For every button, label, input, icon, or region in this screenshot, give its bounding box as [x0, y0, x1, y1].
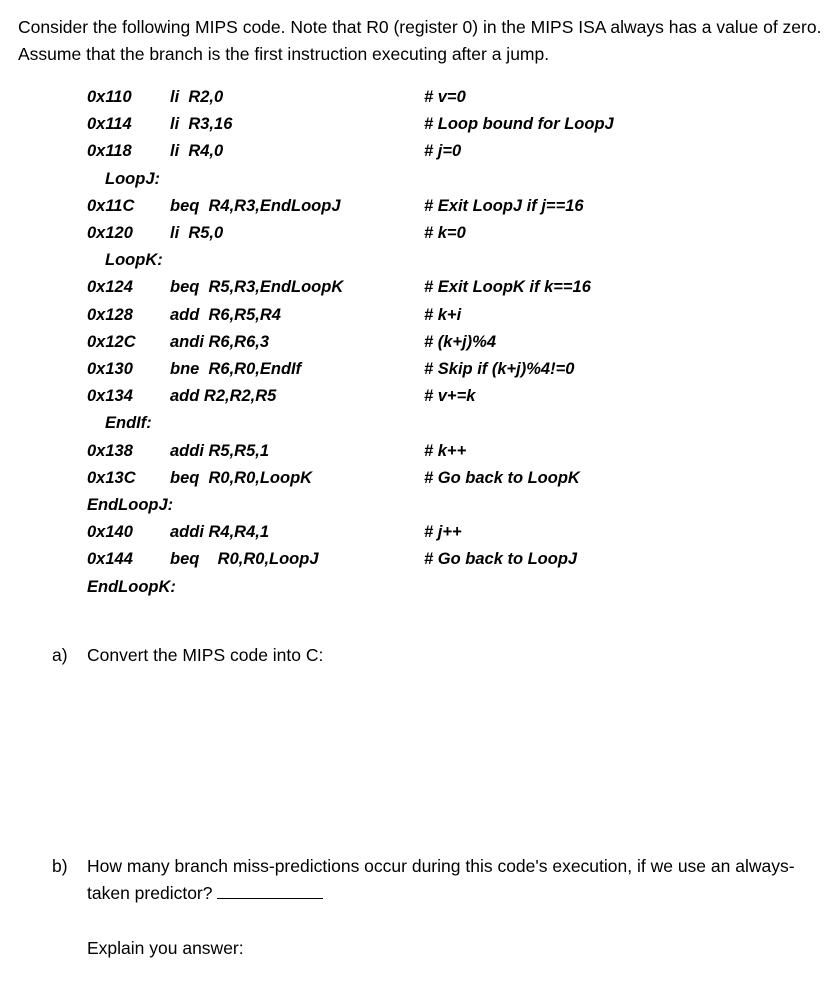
instruction-comment: # k=0: [424, 224, 466, 242]
question-b-body: [87, 853, 807, 907]
code-label: EndLoopK:: [87, 577, 176, 596]
question-b-explain: [0, 935, 840, 962]
instruction-text: beq R4,R3,EndLoopJ: [170, 196, 341, 215]
instruction-comment: # Exit LoopK if k==16: [424, 278, 591, 297]
question-b-marker: b): [52, 856, 68, 876]
question-a-text: Convert the MIPS code into C:: [87, 645, 324, 665]
code-label: EndIf:: [105, 414, 152, 433]
instruction-text: li R4,0: [170, 142, 224, 161]
instruction-comment: # j++: [424, 523, 462, 542]
instruction-comment: # v+=k: [424, 387, 476, 406]
instruction-text: li R2,0: [170, 88, 224, 106]
instruction-text: add R6,R5,R4: [170, 305, 281, 324]
instruction-comment: # Loop bound for LoopJ: [424, 115, 614, 134]
instruction-address: 0x110: [87, 88, 132, 106]
question-a: [0, 642, 840, 669]
instruction-address: 0x124: [87, 278, 133, 297]
instruction-text: andi R6,R6,3: [170, 332, 270, 351]
explain-prompt: Explain you answer:: [87, 938, 244, 958]
question-b: [0, 853, 840, 913]
instruction-text: bne R6,R0,EndIf: [170, 360, 302, 378]
code-label: EndLoopJ:: [87, 496, 174, 514]
instruction-address: 0x11C: [87, 196, 135, 215]
instruction-address: 0x134: [87, 387, 133, 406]
code-label: LoopJ:: [105, 169, 160, 188]
intro-paragraph: Consider the following MIPS code. Note that R0 (register 0) in the MIPS ISA always has a value of zero. Assume that the branch is the first instruction executing after a jump.: [18, 17, 822, 64]
instruction-address: 0x12C: [87, 332, 136, 351]
instruction-comment: # Go back to LoopK: [424, 468, 580, 487]
instruction-address: 0x130: [87, 360, 133, 378]
instruction-address: 0x144: [87, 550, 133, 569]
instruction-comment: # Skip if (k+j)%4!=0: [424, 360, 575, 378]
instruction-address: 0x13C: [87, 468, 136, 487]
instruction-text: beq R5,R3,EndLoopK: [170, 278, 344, 297]
instruction-comment: # v=0: [424, 88, 466, 106]
instruction-text: li R3,16: [170, 115, 233, 134]
instruction-comment: # (k+j)%4: [424, 332, 496, 351]
question-b-text: How many branch miss-predictions occur during this code's execution, if we use an always-taken predictor?: [87, 856, 795, 903]
instruction-address: 0x120: [87, 224, 133, 242]
instruction-comment: # k++: [424, 441, 467, 460]
instruction-comment: # Go back to LoopJ: [424, 550, 578, 569]
instruction-text: li R5,0: [170, 224, 224, 242]
instruction-comment: # j=0: [424, 142, 462, 161]
instruction-text: beq R0,R0,LoopJ: [170, 550, 319, 569]
question-a-marker: a): [52, 645, 68, 665]
code-label: LoopK:: [105, 251, 163, 270]
instruction-comment: # k+i: [424, 305, 462, 324]
instruction-text: beq R0,R0,LoopK: [170, 468, 313, 487]
instruction-text: addi R5,R5,1: [170, 441, 270, 460]
instruction-comment: # Exit LoopJ if j==16: [424, 196, 584, 215]
instruction-address: 0x140: [87, 523, 133, 542]
instruction-address: 0x128: [87, 305, 133, 324]
instruction-text: add R2,R2,R5: [170, 387, 277, 406]
answer-blank[interactable]: [217, 880, 323, 899]
instruction-address: 0x114: [87, 115, 132, 134]
instruction-address: 0x118: [87, 142, 132, 161]
instruction-text: addi R4,R4,1: [170, 523, 270, 542]
instruction-address: 0x138: [87, 441, 133, 460]
